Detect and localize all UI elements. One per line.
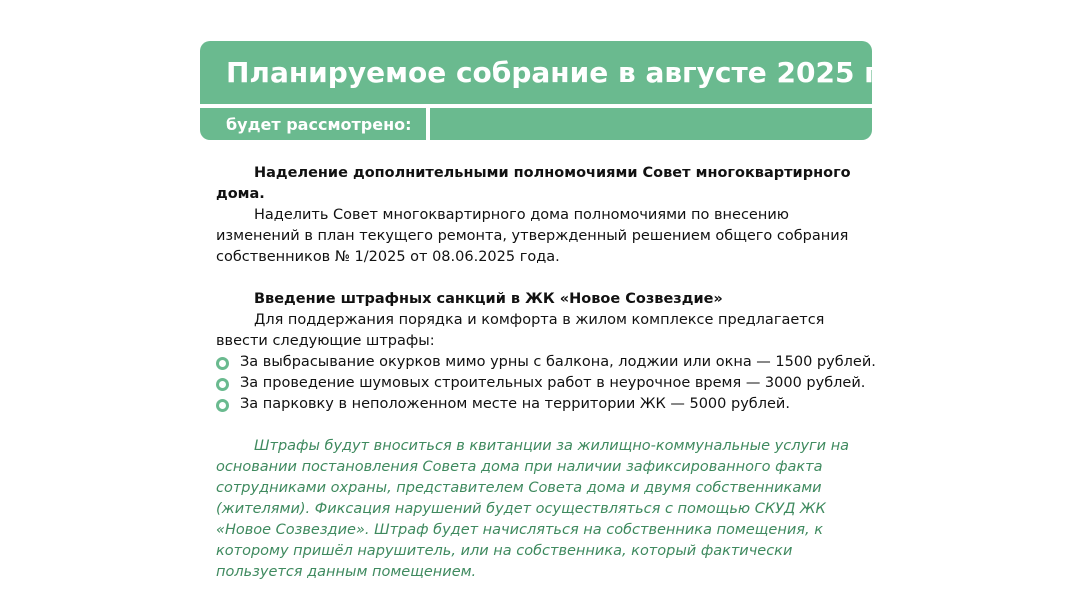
section-1-heading: Наделение дополнительными полномочиями Совет многоквартирного дома. xyxy=(216,165,851,202)
page-title: Планируемое собрание в августе 2025 г. xyxy=(226,56,890,89)
list-item-text: За выбрасывание окурков мимо урны с балкона, лоджии или окна — 1500 рублей. xyxy=(240,354,876,370)
bullet-ring-icon xyxy=(216,378,229,391)
subtitle: будет рассмотрено: xyxy=(226,114,412,134)
content xyxy=(216,163,876,583)
spacer xyxy=(216,415,866,436)
list-item-text: За проведение шумовых строительных работ в неурочное время — 3000 рублей. xyxy=(240,375,866,391)
list-item-text: За парковку в неположенном месте на территории ЖК — 5000 рублей. xyxy=(240,396,790,412)
subtitle-bar xyxy=(200,108,426,140)
subtitle-bar-extension xyxy=(430,108,872,140)
fines-list xyxy=(216,352,876,415)
list-item xyxy=(218,394,866,415)
section-2-heading: Введение штрафных санкций в ЖК «Новое Созвездие» xyxy=(254,291,723,307)
header xyxy=(200,41,890,140)
fines-note: Штрафы будут вноситься в квитанции за жилищно-коммунальные услуги на основании постановления Совета дома при наличии зафиксированного факта сотрудниками охраны, представителем Совета дома и двумя собственниками (жителями). Фиксация нарушений будет осуществляться с помощью СКУД ЖК «Новое Созвездие». Штраф будет начисляться на собственника помещения, к которому пришёл нарушитель, или на собственника, который фактически пользуется данным помещением. xyxy=(216,438,850,580)
section-1-body: Наделить Совет многоквартирного дома полномочиями по внесению изменений в план текущего ремонта, утвержденный решением общего собрания собственников № 1/2025 от 08.06.2025 года. xyxy=(216,207,849,265)
bullet-ring-icon xyxy=(216,357,229,370)
section-2-intro: Для поддержания порядка и комфорта в жилом комплексе предлагается ввести следующие штрафы: xyxy=(216,312,825,349)
list-item xyxy=(218,373,866,394)
spacer xyxy=(216,268,866,289)
title-bar xyxy=(200,41,890,104)
bullet-ring-icon xyxy=(216,399,229,412)
list-item xyxy=(218,352,876,373)
